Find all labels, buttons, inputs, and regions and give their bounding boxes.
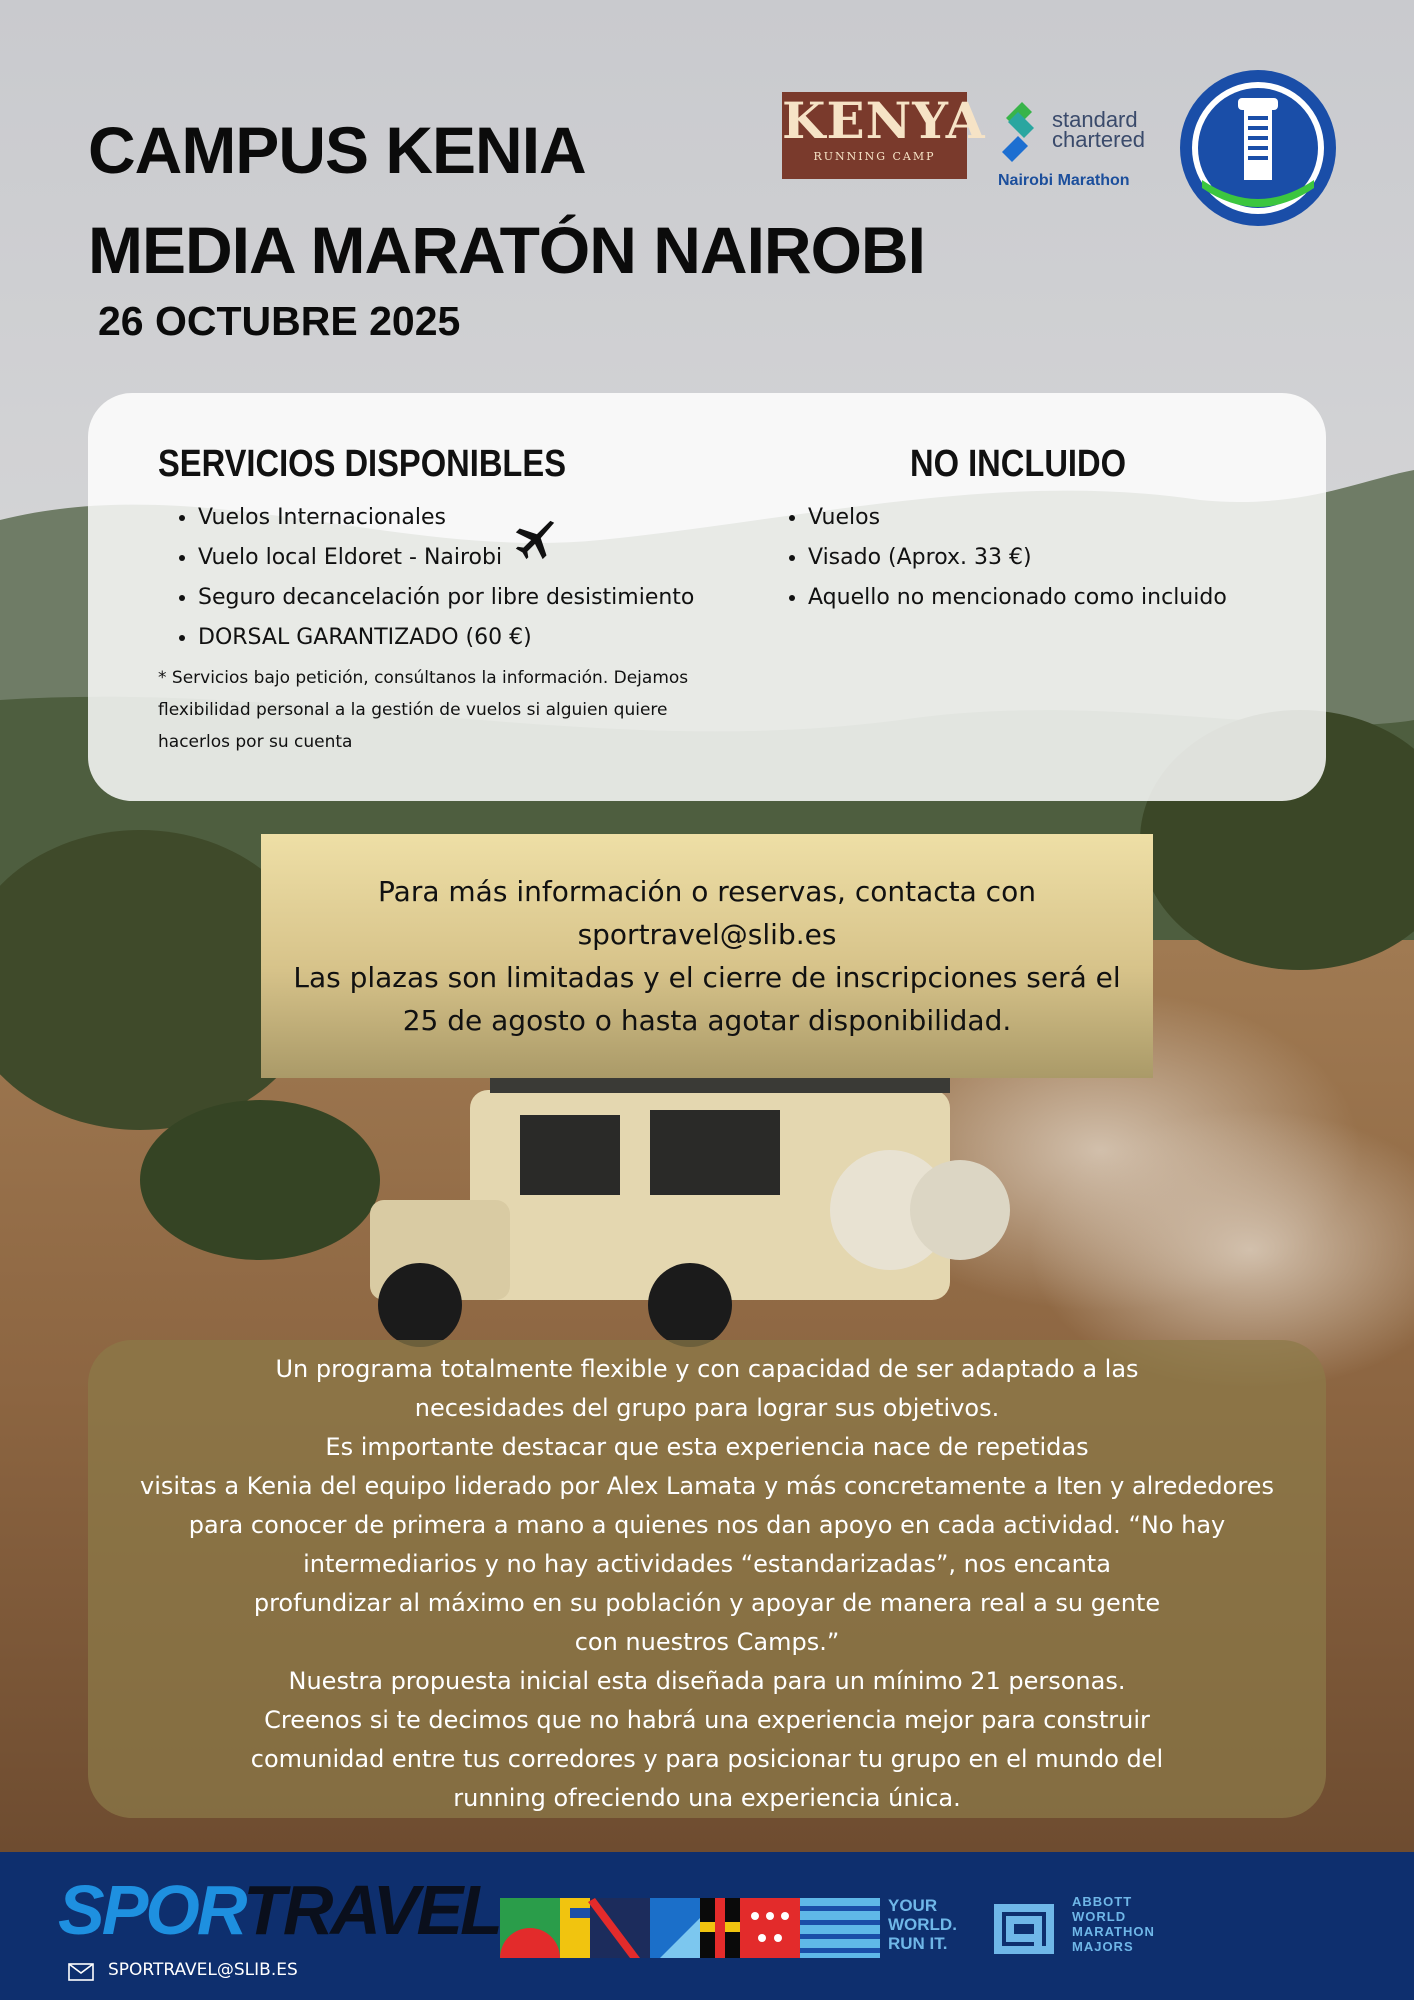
description-line: intermediarios y no hay actividades “estandarizadas”, nos encanta [303,1550,1111,1578]
standard-chartered-icon [998,100,1042,164]
contact-box [261,834,1153,1078]
services-panel [88,393,1326,801]
kenya-logo-text: KENYA [782,91,986,150]
standard-chartered-text: standard chartered [1052,107,1145,152]
abbott-line: MAJORS [1072,1939,1134,1954]
nairobi-marathon-text: Nairobi Marathon [998,172,1130,189]
footer [0,1852,1414,2000]
description-line: Es importante destacar que esta experiencia nace de repetidas [325,1433,1089,1461]
not-included-item: • Visado (Aprox. 33 €) [808,538,1288,578]
description-line: Un programa totalmente flexible y con capacidad de ser adaptado a las [275,1355,1139,1383]
envelope-icon [68,1960,94,1982]
not-included-item: • Aquello no mencionado como incluido [808,578,1288,618]
nairobi-marathon-seal-icon [1178,68,1338,228]
title-line-1: CAMPUS KENIA [88,113,586,187]
tagline-line: RUN IT. [888,1934,948,1953]
not-included-heading: NO INCLUIDO [909,443,1127,485]
airplane-icon [512,517,558,563]
description-line: comunidad entre tus corredores y para posicionar tu grupo en el mundo del [250,1745,1164,1773]
services-item: • Vuelos Internacionales [198,498,738,538]
kenya-logo-subtext: RUNNING CAMP [813,150,936,163]
abbott-world-marathon-majors-text [1072,1894,1155,1954]
description-line: con nuestros Camps.” [574,1628,840,1656]
abbott-line: WORLD [1072,1909,1127,1924]
contact-email-link[interactable]: sportravel@slib.es [577,918,837,951]
description-line: profundizar al máximo en su población y apoyar de manera real a su gente [253,1589,1161,1617]
your-world-run-it-tagline [888,1896,957,1953]
event-date: 26 OCTUBRE 2025 [98,298,461,344]
standard-chartered-logo [998,100,1160,195]
description-line: running ofreciendo una experiencia única. [453,1784,961,1812]
description-line: Nuestra propuesta inicial esta diseñada para un mínimo 21 personas. [288,1667,1126,1695]
description-line: visitas a Kenia del equipo liderado por Alex Lamata y más concretamente a Iten y alrededores [140,1472,1274,1500]
tagline-line: WORLD. [888,1915,957,1934]
abbott-line: ABBOTT [1072,1894,1133,1909]
brand-part-1: SPOR [58,1871,244,1949]
contact-line: Las plazas son limitadas y el cierre de inscripciones será el [293,961,1121,994]
description-line: Creenos si te decimos que no habrá una experiencia mejor para construir [264,1706,1150,1734]
footer-email-text: SPORTRAVEL@SLIB.ES [108,1960,298,1980]
not-included-item: • Vuelos [808,498,1288,538]
tagline-line: YOUR [888,1896,938,1915]
title-line-2: MEDIA MARATÓN NAIROBI [88,213,925,287]
services-list [158,498,738,658]
abbott-logo-icon [992,1900,1056,1958]
brand-part-2: TRAVEL [243,1871,500,1949]
description-line: necesidades del grupo para lograr sus objetivos. [414,1394,1000,1422]
contact-line: Para más información o reservas, contacta con [378,875,1036,908]
services-item: • Seguro decancelación por libre desistimiento [198,578,738,618]
description-line: para conocer de primera a mano a quienes nos dan apoyo en cada actividad. “No hay [188,1511,1226,1539]
services-item: • Vuelo local Eldoret - Nairobi [198,538,738,578]
services-note: * Servicios bajo petición, consúltanos la información. Dejamos flexibilidad personal a la gestión de vuelos si alguien quiere hacerlos por su cuenta [158,668,689,752]
program-description [88,1340,1326,1818]
not-included-section [768,443,1288,618]
not-included-list [768,498,1288,618]
footer-email-link[interactable] [70,1960,298,1980]
sportravel-logo [58,1870,500,1950]
services-item: • DORSAL GARANTIZADO (60 €) [198,618,738,658]
kenya-running-camp-logo [782,91,986,179]
abbott-line: MARATHON [1072,1924,1155,1939]
services-heading: SERVICIOS DISPONIBLES [158,443,566,485]
world-majors-stripes-icon [500,1898,880,1958]
services-section [158,443,738,758]
contact-line: 25 de agosto o hasta agotar disponibilidad. [402,1004,1012,1037]
